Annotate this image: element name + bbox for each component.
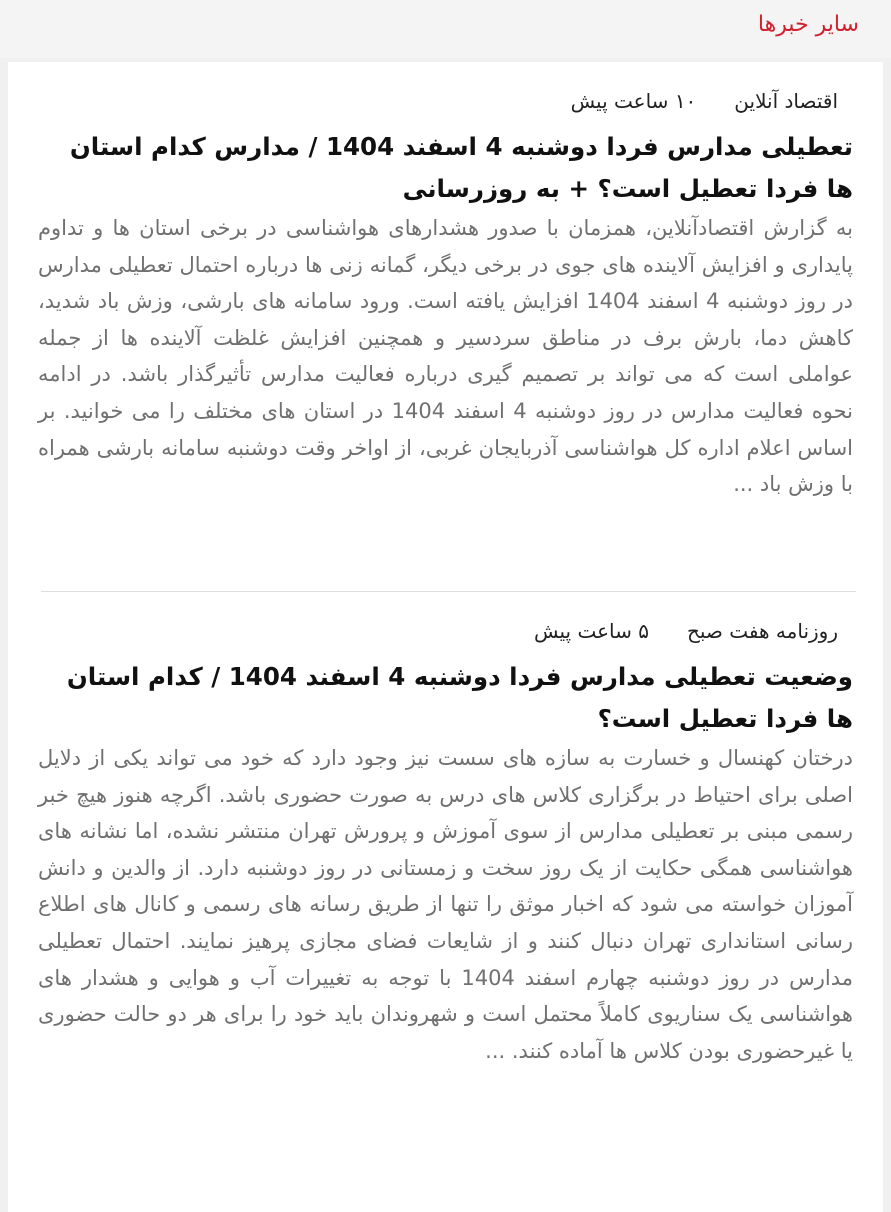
section-title: سایر خبرها xyxy=(757,12,859,37)
news-summary: درختان کهنسال و خسارت به سازه های سست نیز وجود دارد که خود می تواند یکی از دلایل اصلی برای احتیاط در برگزاری کلاس های درس به صورت حضوری باشد. اگرچه هنوز هیچ خبر رسمی مبنی بر تعطیلی مدارس از سوی آموزش و پرورش تهران منتشر نشده، اما نشانه های هواشناسی همگی حکایت از یک روز سخت و زمستانی در روز دوشنبه دارد. از والدین و دانش آموزان خواسته می شود که اخبار موثق را تنها از طریق رسانه های رسمی و کانال های اطلاع رسانی استانداری تهران دنبال کنند و از شایعات فضای مجازی پرهیز نمایند. احتمال تعطیلی مدارس در روز دوشنبه چهارم اسفند 1404 با توجه به تغییرات آب و هوایی و هشدار های هواشناسی یک سناریوی کاملاً محتمل است و شهروندان باید خود را برای هر دو حالت حضوری یا غیرحضوری بودن کلاس ها آماده کنند. ... xyxy=(38,746,853,1063)
news-divider xyxy=(41,591,856,592)
news-headline[interactable]: تعطیلی مدارس فردا دوشنبه 4 اسفند 1404 / مدارس کدام استان ها فردا تعطیل است؟ + به روزرسانی xyxy=(69,132,853,203)
news-item[interactable] xyxy=(38,612,853,1069)
news-meta xyxy=(38,82,853,120)
news-meta xyxy=(38,612,853,650)
news-summary: به گزارش اقتصادآنلاین، همزمان با صدور هشدارهای هواشناسی در برخی استان ها و تداوم پایداری و افزایش آلاینده های جوی در برخی دیگر، گمانه زنی ها درباره احتمال تعطیلی مدارس در روز دوشنبه 4 اسفند 1404 افزایش یافته است. ورود سامانه های بارشی، وزش باد شدید، کاهش دما، بارش برف در مناطق سردسیر و همچنین افزایش غلظت آلاینده ها از جمله عواملی است که می تواند بر تصمیم گیری درباره فعالیت مدارس تأثیرگذار باشد. در ادامه نحوه فعالیت مدارس در روز دوشنبه 4 اسفند 1404 در استان های مختلف را می خوانید. بر اساس اعلام اداره کل هواشناسی آذربایجان غربی، از اواخر وقت دوشنبه سامانه بارشی همراه با وزش باد ... xyxy=(38,216,854,497)
section-header xyxy=(0,0,891,58)
news-list-panel xyxy=(8,62,883,1212)
news-headline[interactable]: وضعیت تعطیلی مدارس فردا دوشنبه 4 اسفند 1404 / کدام استان ها فردا تعطیل است؟ xyxy=(66,662,853,733)
news-source[interactable]: اقتصاد آنلاین xyxy=(734,89,838,113)
news-source[interactable]: روزنامه هفت صبح xyxy=(686,619,838,643)
news-item[interactable] xyxy=(38,82,853,503)
news-time: ۵ ساعت پیش xyxy=(533,619,649,643)
news-time: ۱۰ ساعت پیش xyxy=(570,89,697,113)
